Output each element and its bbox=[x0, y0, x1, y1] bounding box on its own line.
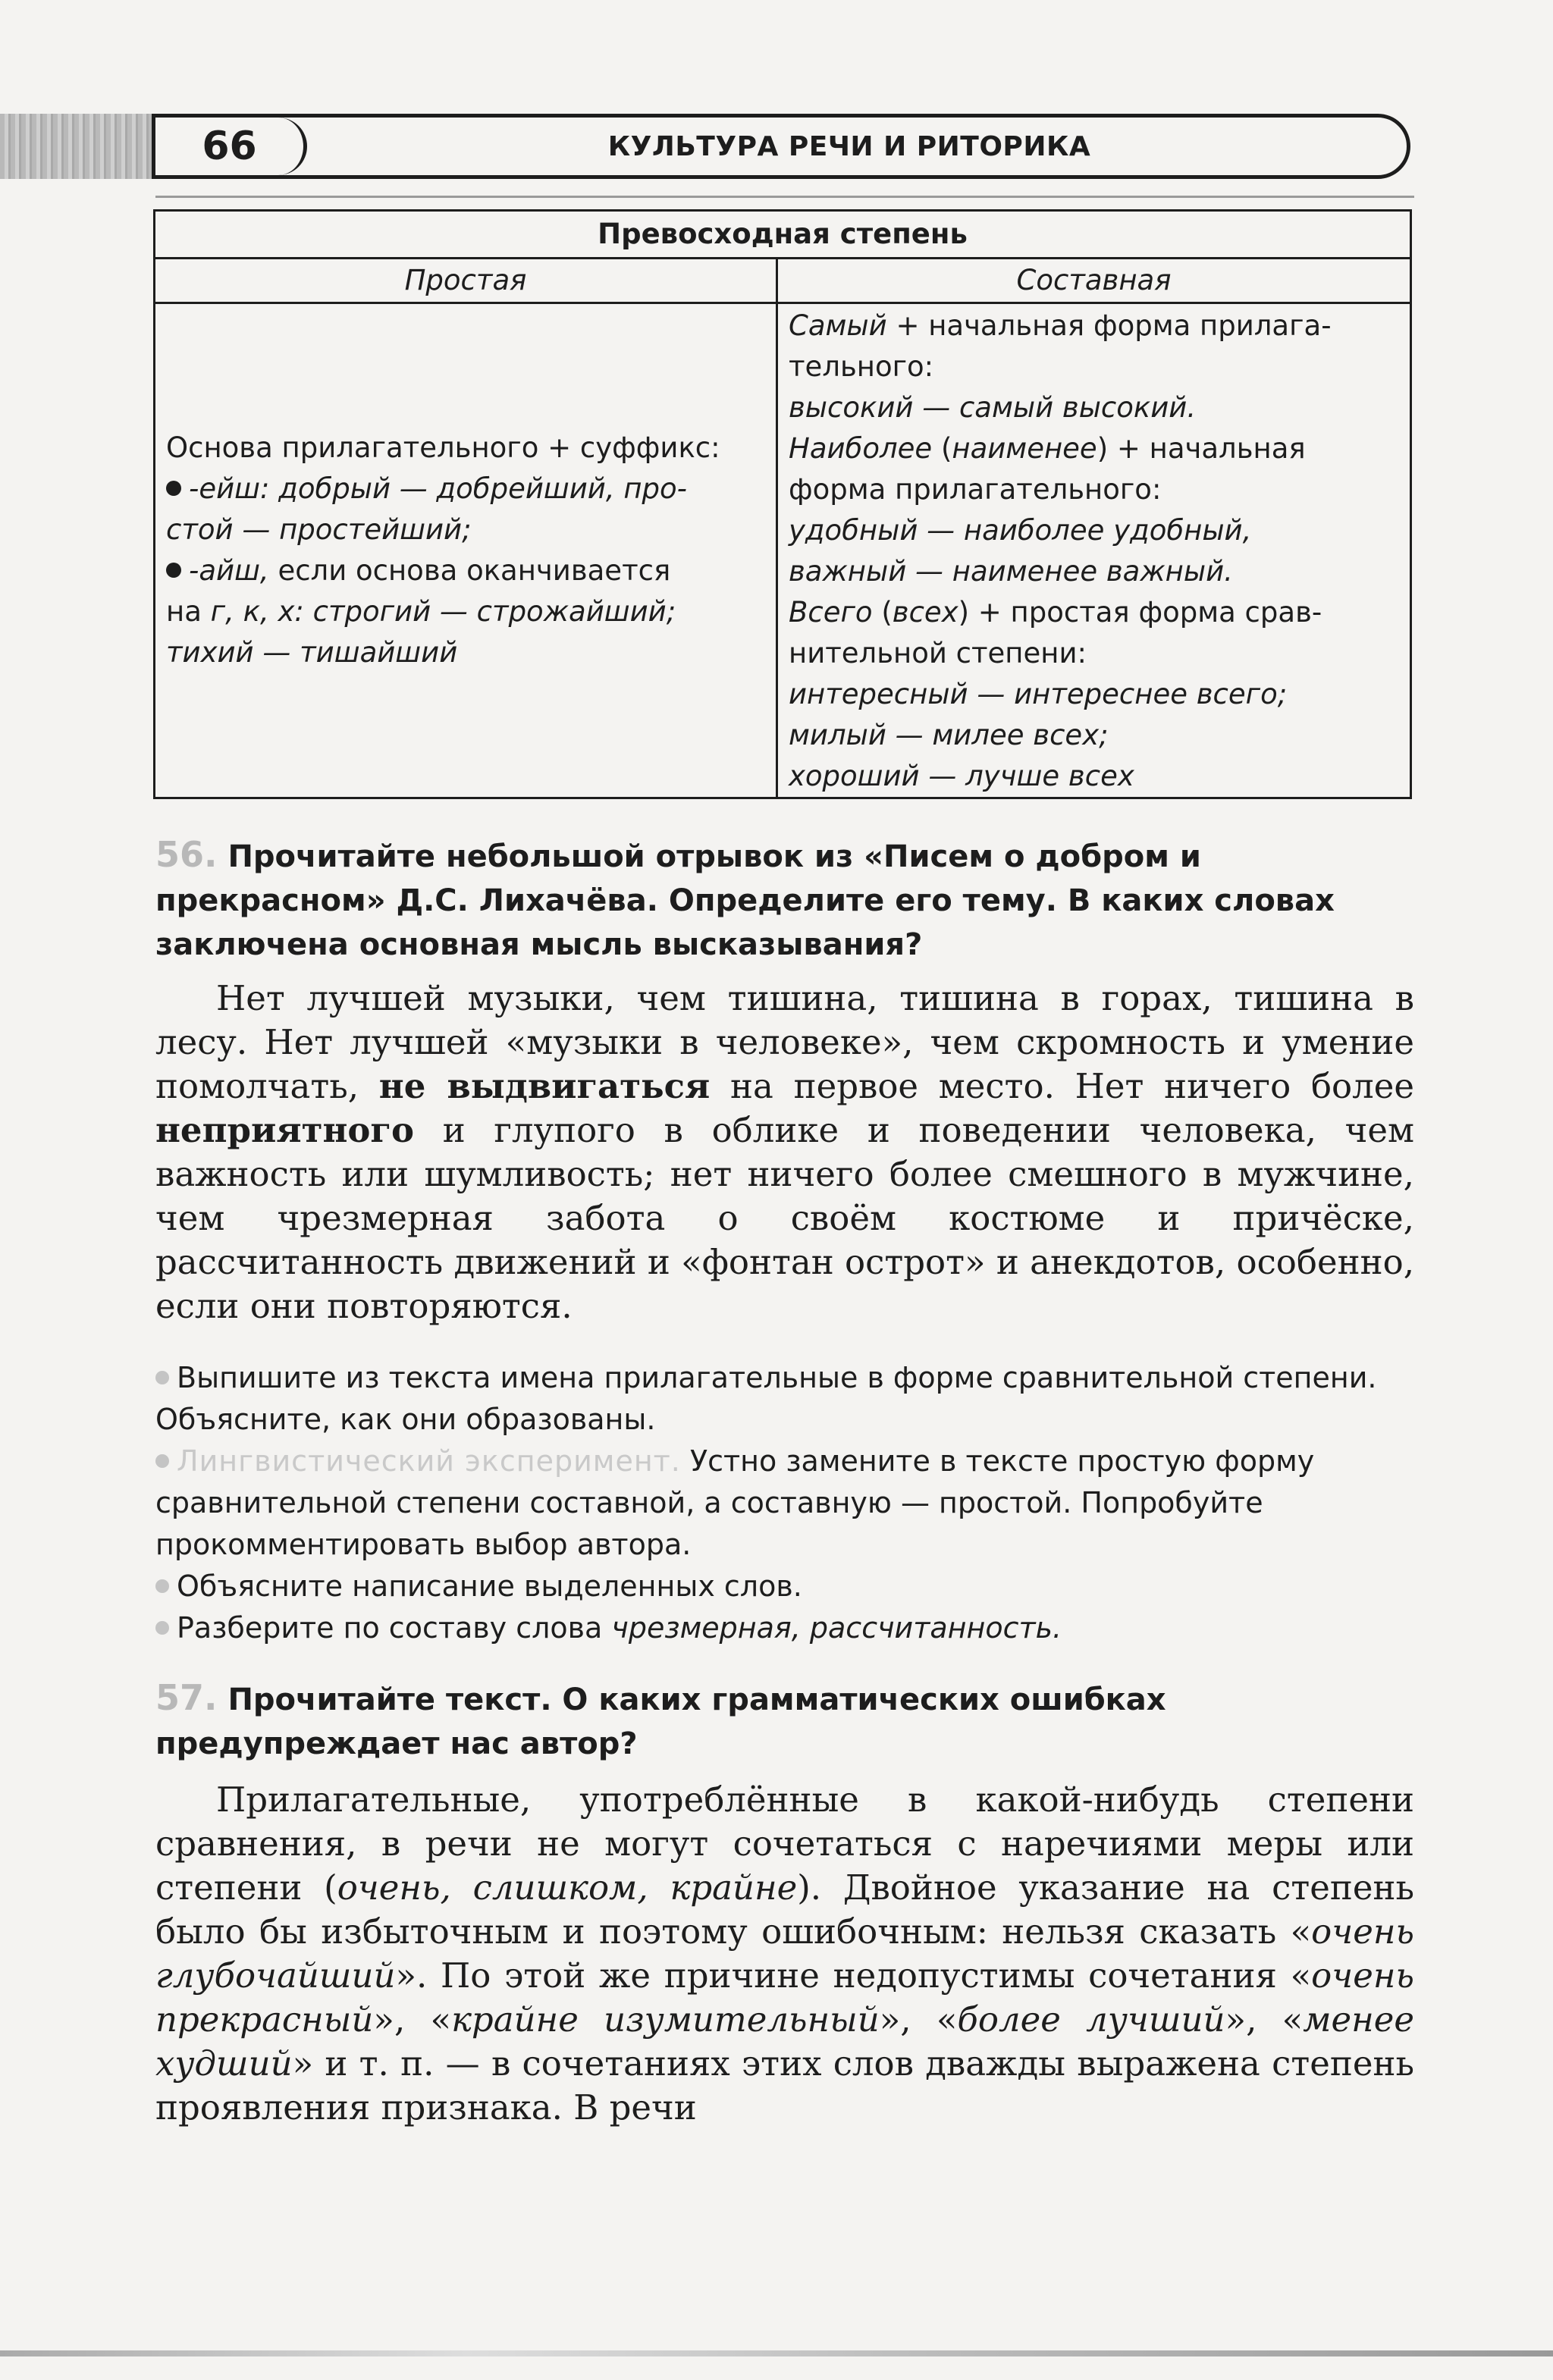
example-phrase: очень, слишком, крайне bbox=[337, 1867, 798, 1908]
question-item bbox=[155, 1441, 1414, 1566]
col-header-simple: Простая bbox=[155, 259, 777, 303]
simple-example: г, к, х: строгий — строжайший; bbox=[210, 595, 676, 628]
experiment-label: Лингвистический эксперимент. bbox=[177, 1444, 681, 1478]
cell-compound bbox=[777, 303, 1411, 798]
page-bottom-edge bbox=[0, 2350, 1553, 2356]
task-text: Прочитайте текст. О каких грамматических ошибках предупреждает нас автор? bbox=[155, 1682, 1166, 1761]
superlative-table bbox=[153, 209, 1412, 799]
task-56-prompt bbox=[155, 833, 1414, 967]
compound-example: высокий — самый высокий. bbox=[789, 391, 1197, 424]
task-number: 57. bbox=[155, 1677, 218, 1718]
compound-example: важный — наименее важный. bbox=[789, 555, 1233, 588]
compound-example: удобный — наиболее удобный, bbox=[789, 514, 1252, 547]
bullet-icon bbox=[166, 481, 181, 496]
compound-line: нительной степени: bbox=[789, 637, 1087, 669]
question-item bbox=[155, 1566, 1414, 1607]
page-number: 66 bbox=[202, 124, 257, 169]
bullet-icon bbox=[155, 1621, 169, 1635]
compound-line: тельного: bbox=[789, 350, 934, 383]
example-phrase: более лучший bbox=[957, 1999, 1225, 2040]
task-number: 56. bbox=[155, 834, 218, 875]
excerpt-text: и глупого в облике и поведении человека, чем важность или шумливость; нет ничего более смешного в мужчине, чем чрезмерная забота о своём костюме и причёске, рассчитанность движений и «фонтан острот» и анекдотов, особенно, если они повторяются. bbox=[155, 1110, 1414, 1326]
simple-line: если основа оканчивается bbox=[278, 554, 671, 587]
compound-line: форма прилагательного: bbox=[789, 473, 1162, 506]
question-words: чрезмерная, рассчитанность. bbox=[611, 1611, 1062, 1645]
body-text: ». По этой же причине недопустимы сочетания « bbox=[395, 1955, 1312, 1996]
simple-example: стой — простейший; bbox=[166, 513, 472, 546]
question-text: Объясните написание выделенных слов. bbox=[177, 1569, 802, 1603]
task-text: Прочитайте небольшой отрывок из «Писем о добром и прекрасном» Д.С. Лихачёва. Определите его тему. В каких словах заключена основная мысль высказывания? bbox=[155, 839, 1335, 962]
example-phrase: менее худший bbox=[155, 1999, 1415, 2084]
body-text: », « bbox=[879, 1999, 958, 2040]
compound-line: ) + простая форма срав- bbox=[958, 596, 1322, 629]
header-decor-strip bbox=[0, 114, 163, 179]
compound-line: ( bbox=[932, 432, 952, 465]
compound-example: милый — милее всех; bbox=[789, 719, 1109, 751]
task-56-excerpt bbox=[155, 977, 1414, 1328]
header-divider bbox=[155, 196, 1414, 198]
compound-line: ) + начальная bbox=[1097, 432, 1306, 465]
keyword: Наиболее bbox=[789, 432, 933, 465]
simple-line: Основа прилагательного + суффикс: bbox=[166, 431, 720, 464]
keyword: Самый bbox=[789, 309, 887, 342]
body-text: ). Двойное указание на степень было бы избыточным и поэтому ошибочным: нельзя сказать « bbox=[155, 1867, 1415, 1952]
excerpt-text: Нет лучшей музыки, чем тишина, тишина в горах, тишина в лесу. Нет лучшей «музыки в человеке», чем скромность и умение помолчать, bbox=[155, 978, 1414, 1106]
cell-simple bbox=[155, 303, 777, 798]
simple-line: на bbox=[166, 595, 211, 628]
excerpt-text: на первое место. Нет ничего более bbox=[710, 1066, 1414, 1106]
body-text: Прилагательные, употреблённые в какой-нибудь степени сравнения, в речи не могут сочетаться с наречиями меры или степени ( bbox=[155, 1780, 1414, 1908]
bullet-icon bbox=[166, 563, 181, 578]
bullet-icon bbox=[155, 1371, 169, 1384]
question-item bbox=[155, 1357, 1414, 1441]
table-title: Превосходная степень bbox=[155, 211, 1411, 259]
compound-line: + начальная форма прилага- bbox=[886, 309, 1332, 342]
question-text: Выпишите из текста имена прилагательные в форме сравнительной степени. Объясните, как они образованы. bbox=[155, 1361, 1377, 1436]
keyword: наименее bbox=[952, 432, 1097, 465]
compound-line: ( bbox=[872, 596, 893, 629]
compound-example: хороший — лучше всех bbox=[789, 760, 1134, 792]
suffix-aish: -айш, bbox=[189, 554, 278, 587]
task-57-text bbox=[155, 1778, 1414, 2130]
keyword: Всего bbox=[789, 596, 873, 629]
bullet-icon bbox=[155, 1579, 169, 1593]
col-header-compound: Составная bbox=[777, 259, 1411, 303]
compound-example: интересный — интереснее всего; bbox=[789, 678, 1288, 710]
question-text: Устно замените в тексте простую форму сравнительной степени составной, а составную — простой. Попробуйте прокомментировать выбор автора. bbox=[155, 1444, 1315, 1561]
question-text: Разберите по составу слова bbox=[177, 1611, 612, 1645]
highlighted-word: не выдвигаться bbox=[378, 1066, 711, 1106]
example-phrase: очень глубочайший bbox=[155, 1911, 1414, 1996]
body-text: », « bbox=[1225, 1999, 1304, 2040]
simple-example: добрый — добрейший, про- bbox=[278, 472, 688, 505]
running-title: КУЛЬТУРА РЕЧИ И РИТОРИКА bbox=[607, 130, 1091, 162]
bullet-icon bbox=[155, 1454, 169, 1468]
body-text: », « bbox=[373, 1999, 452, 2040]
example-phrase: очень прекрасный bbox=[155, 1955, 1414, 2040]
question-item bbox=[155, 1607, 1414, 1649]
suffix-eish: -ейш: bbox=[189, 472, 279, 505]
body-text: » и т. п. — в сочетаниях этих слов дважды выражена степень проявления признака. В речи bbox=[155, 2043, 1414, 2128]
task-57-prompt bbox=[155, 1676, 1414, 1766]
simple-example: тихий — тишайший bbox=[166, 636, 458, 669]
task-56-questions bbox=[155, 1357, 1414, 1649]
keyword: всех bbox=[892, 596, 958, 629]
page-number-box bbox=[155, 118, 307, 175]
highlighted-word: неприятного bbox=[155, 1110, 415, 1150]
example-phrase: крайне изумительный bbox=[451, 1999, 880, 2040]
